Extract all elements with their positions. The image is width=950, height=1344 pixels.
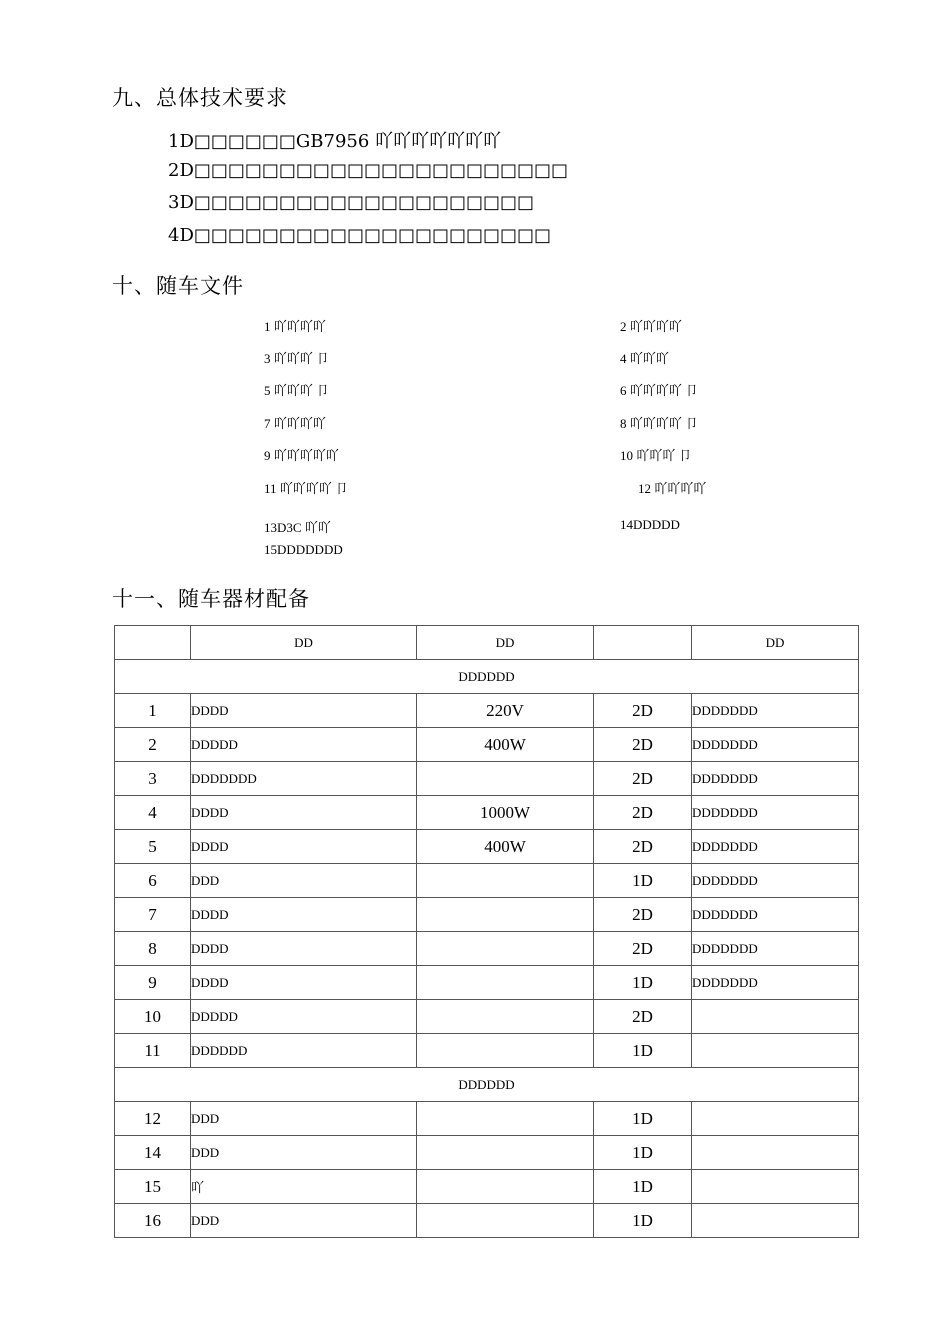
note-cell: DDDDDDD [692, 966, 859, 1000]
header-cell [115, 626, 191, 660]
item-name-cell: DDDDD [191, 1000, 417, 1034]
item-name-cell: DDDD [191, 796, 417, 830]
table-row [115, 1034, 859, 1068]
item-name-cell: DDDD [191, 830, 417, 864]
quantity-cell: 2D [594, 762, 692, 796]
item-name-cell: DDDDDD [191, 1034, 417, 1068]
spec-cell [417, 966, 594, 1000]
item-name-cell: DDDD [191, 932, 417, 966]
row-number-cell: 1 [115, 694, 191, 728]
table-row [115, 1000, 859, 1034]
item-name-cell: DDD [191, 1102, 417, 1136]
row-number-cell: 11 [115, 1034, 191, 1068]
document-item: 9 吖吖吖吖吖 [264, 448, 339, 463]
document-item: 2 吖吖吖吖 [620, 319, 682, 334]
spec-cell [417, 932, 594, 966]
quantity-cell: 1D [594, 1102, 692, 1136]
item-name-cell: DDDD [191, 694, 417, 728]
quantity-cell: 2D [594, 728, 692, 762]
table-header-row [115, 626, 859, 660]
row-number-cell: 15 [115, 1170, 191, 1204]
item-name-cell: DDD [191, 1136, 417, 1170]
group-row [115, 660, 859, 694]
spec-cell [417, 864, 594, 898]
spec-cell: 220V [417, 694, 594, 728]
table-row [115, 796, 859, 830]
note-cell [692, 1034, 859, 1068]
table-row [115, 1136, 859, 1170]
header-cell: DD [692, 626, 859, 660]
item-name-cell: DDDDDDD [191, 762, 417, 796]
spec-cell [417, 1000, 594, 1034]
spec-cell [417, 1204, 594, 1238]
spec-cell: 400W [417, 830, 594, 864]
quantity-cell: 1D [594, 864, 692, 898]
quantity-cell: 1D [594, 1034, 692, 1068]
note-cell: DDDDDDD [692, 864, 859, 898]
spec-cell [417, 1034, 594, 1068]
table-row [115, 830, 859, 864]
spec-cell: 400W [417, 728, 594, 762]
table-row [115, 1102, 859, 1136]
document-item: 13D3C 吖吖 [264, 520, 331, 535]
table-row [115, 728, 859, 762]
note-cell [692, 1000, 859, 1034]
note-cell [692, 1102, 859, 1136]
quantity-cell: 1D [594, 1204, 692, 1238]
group-row [115, 1068, 859, 1102]
item-name-cell: DDD [191, 1204, 417, 1238]
section-11-heading: 十一、随车器材配备 [112, 587, 310, 611]
note-cell [692, 1170, 859, 1204]
spec-cell: 1000W [417, 796, 594, 830]
document-item: 15DDDDDDD [264, 542, 343, 557]
table-row [115, 932, 859, 966]
document-item: 6 吖吖吖吖 卩 [620, 383, 699, 398]
spec-cell [417, 1102, 594, 1136]
note-cell: DDDDDDD [692, 694, 859, 728]
note-cell: DDDDDDD [692, 898, 859, 932]
document-item: 4 吖吖吖 [620, 351, 669, 366]
quantity-cell: 1D [594, 1136, 692, 1170]
row-number-cell: 12 [115, 1102, 191, 1136]
row-number-cell: 7 [115, 898, 191, 932]
item-name-cell: 吖 [191, 1170, 417, 1204]
table-row [115, 966, 859, 1000]
row-number-cell: 2 [115, 728, 191, 762]
note-cell: DDDDDDD [692, 796, 859, 830]
item-name-cell: DDD [191, 864, 417, 898]
requirement-item-2: 2D□□□□□□□□□□□□□□□□□□□□□□ [168, 160, 569, 181]
row-number-cell: 9 [115, 966, 191, 1000]
table-row [115, 1170, 859, 1204]
row-number-cell: 5 [115, 830, 191, 864]
quantity-cell: 1D [594, 966, 692, 1000]
document-item: 10 吖吖吖 卩 [620, 448, 692, 463]
row-number-cell: 6 [115, 864, 191, 898]
document-item: 14DDDDD [620, 517, 680, 532]
header-cell: DD [417, 626, 594, 660]
table-row [115, 762, 859, 796]
spec-cell [417, 762, 594, 796]
document-item: 11 吖吖吖吖 卩 [264, 481, 349, 496]
requirement-item-4: 4D□□□□□□□□□□□□□□□□□□□□□ [168, 225, 552, 246]
quantity-cell: 2D [594, 830, 692, 864]
item-name-cell: DDDDD [191, 728, 417, 762]
table-row [115, 1204, 859, 1238]
table-row [115, 694, 859, 728]
quantity-cell: 2D [594, 932, 692, 966]
spec-cell [417, 898, 594, 932]
equipment-table [114, 625, 859, 1238]
item-name-cell: DDDD [191, 966, 417, 1000]
group-label: DDDDDD [115, 1068, 859, 1102]
row-number-cell: 8 [115, 932, 191, 966]
quantity-cell: 2D [594, 898, 692, 932]
quantity-cell: 2D [594, 694, 692, 728]
document-item: 12 吖吖吖吖 [638, 481, 707, 496]
quantity-cell: 2D [594, 1000, 692, 1034]
document-item: 3 吖吖吖 卩 [264, 351, 330, 366]
spec-cell [417, 1170, 594, 1204]
requirement-item-1: 1D□□□□□□GB7956 吖吖吖吖吖吖吖 [168, 131, 502, 152]
row-number-cell: 14 [115, 1136, 191, 1170]
section-9-heading: 九、总体技术要求 [112, 86, 288, 110]
section-10-heading: 十、随车文件 [112, 274, 244, 298]
note-cell: DDDDDDD [692, 762, 859, 796]
quantity-cell: 1D [594, 1170, 692, 1204]
table-row [115, 898, 859, 932]
note-cell: DDDDDDD [692, 932, 859, 966]
spec-cell [417, 1136, 594, 1170]
header-cell [594, 626, 692, 660]
document-item: 5 吖吖吖 卩 [264, 383, 330, 398]
requirement-item-3: 3D□□□□□□□□□□□□□□□□□□□□ [168, 192, 535, 213]
table-row [115, 864, 859, 898]
document-item: 8 吖吖吖吖 卩 [620, 416, 699, 431]
row-number-cell: 10 [115, 1000, 191, 1034]
row-number-cell: 4 [115, 796, 191, 830]
note-cell [692, 1136, 859, 1170]
note-cell: DDDDDDD [692, 830, 859, 864]
row-number-cell: 16 [115, 1204, 191, 1238]
document-item: 1 吖吖吖吖 [264, 319, 326, 334]
note-cell: DDDDDDD [692, 728, 859, 762]
header-cell: DD [191, 626, 417, 660]
group-label: DDDDDD [115, 660, 859, 694]
document-item: 7 吖吖吖吖 [264, 416, 326, 431]
row-number-cell: 3 [115, 762, 191, 796]
quantity-cell: 2D [594, 796, 692, 830]
item-name-cell: DDDD [191, 898, 417, 932]
note-cell [692, 1204, 859, 1238]
